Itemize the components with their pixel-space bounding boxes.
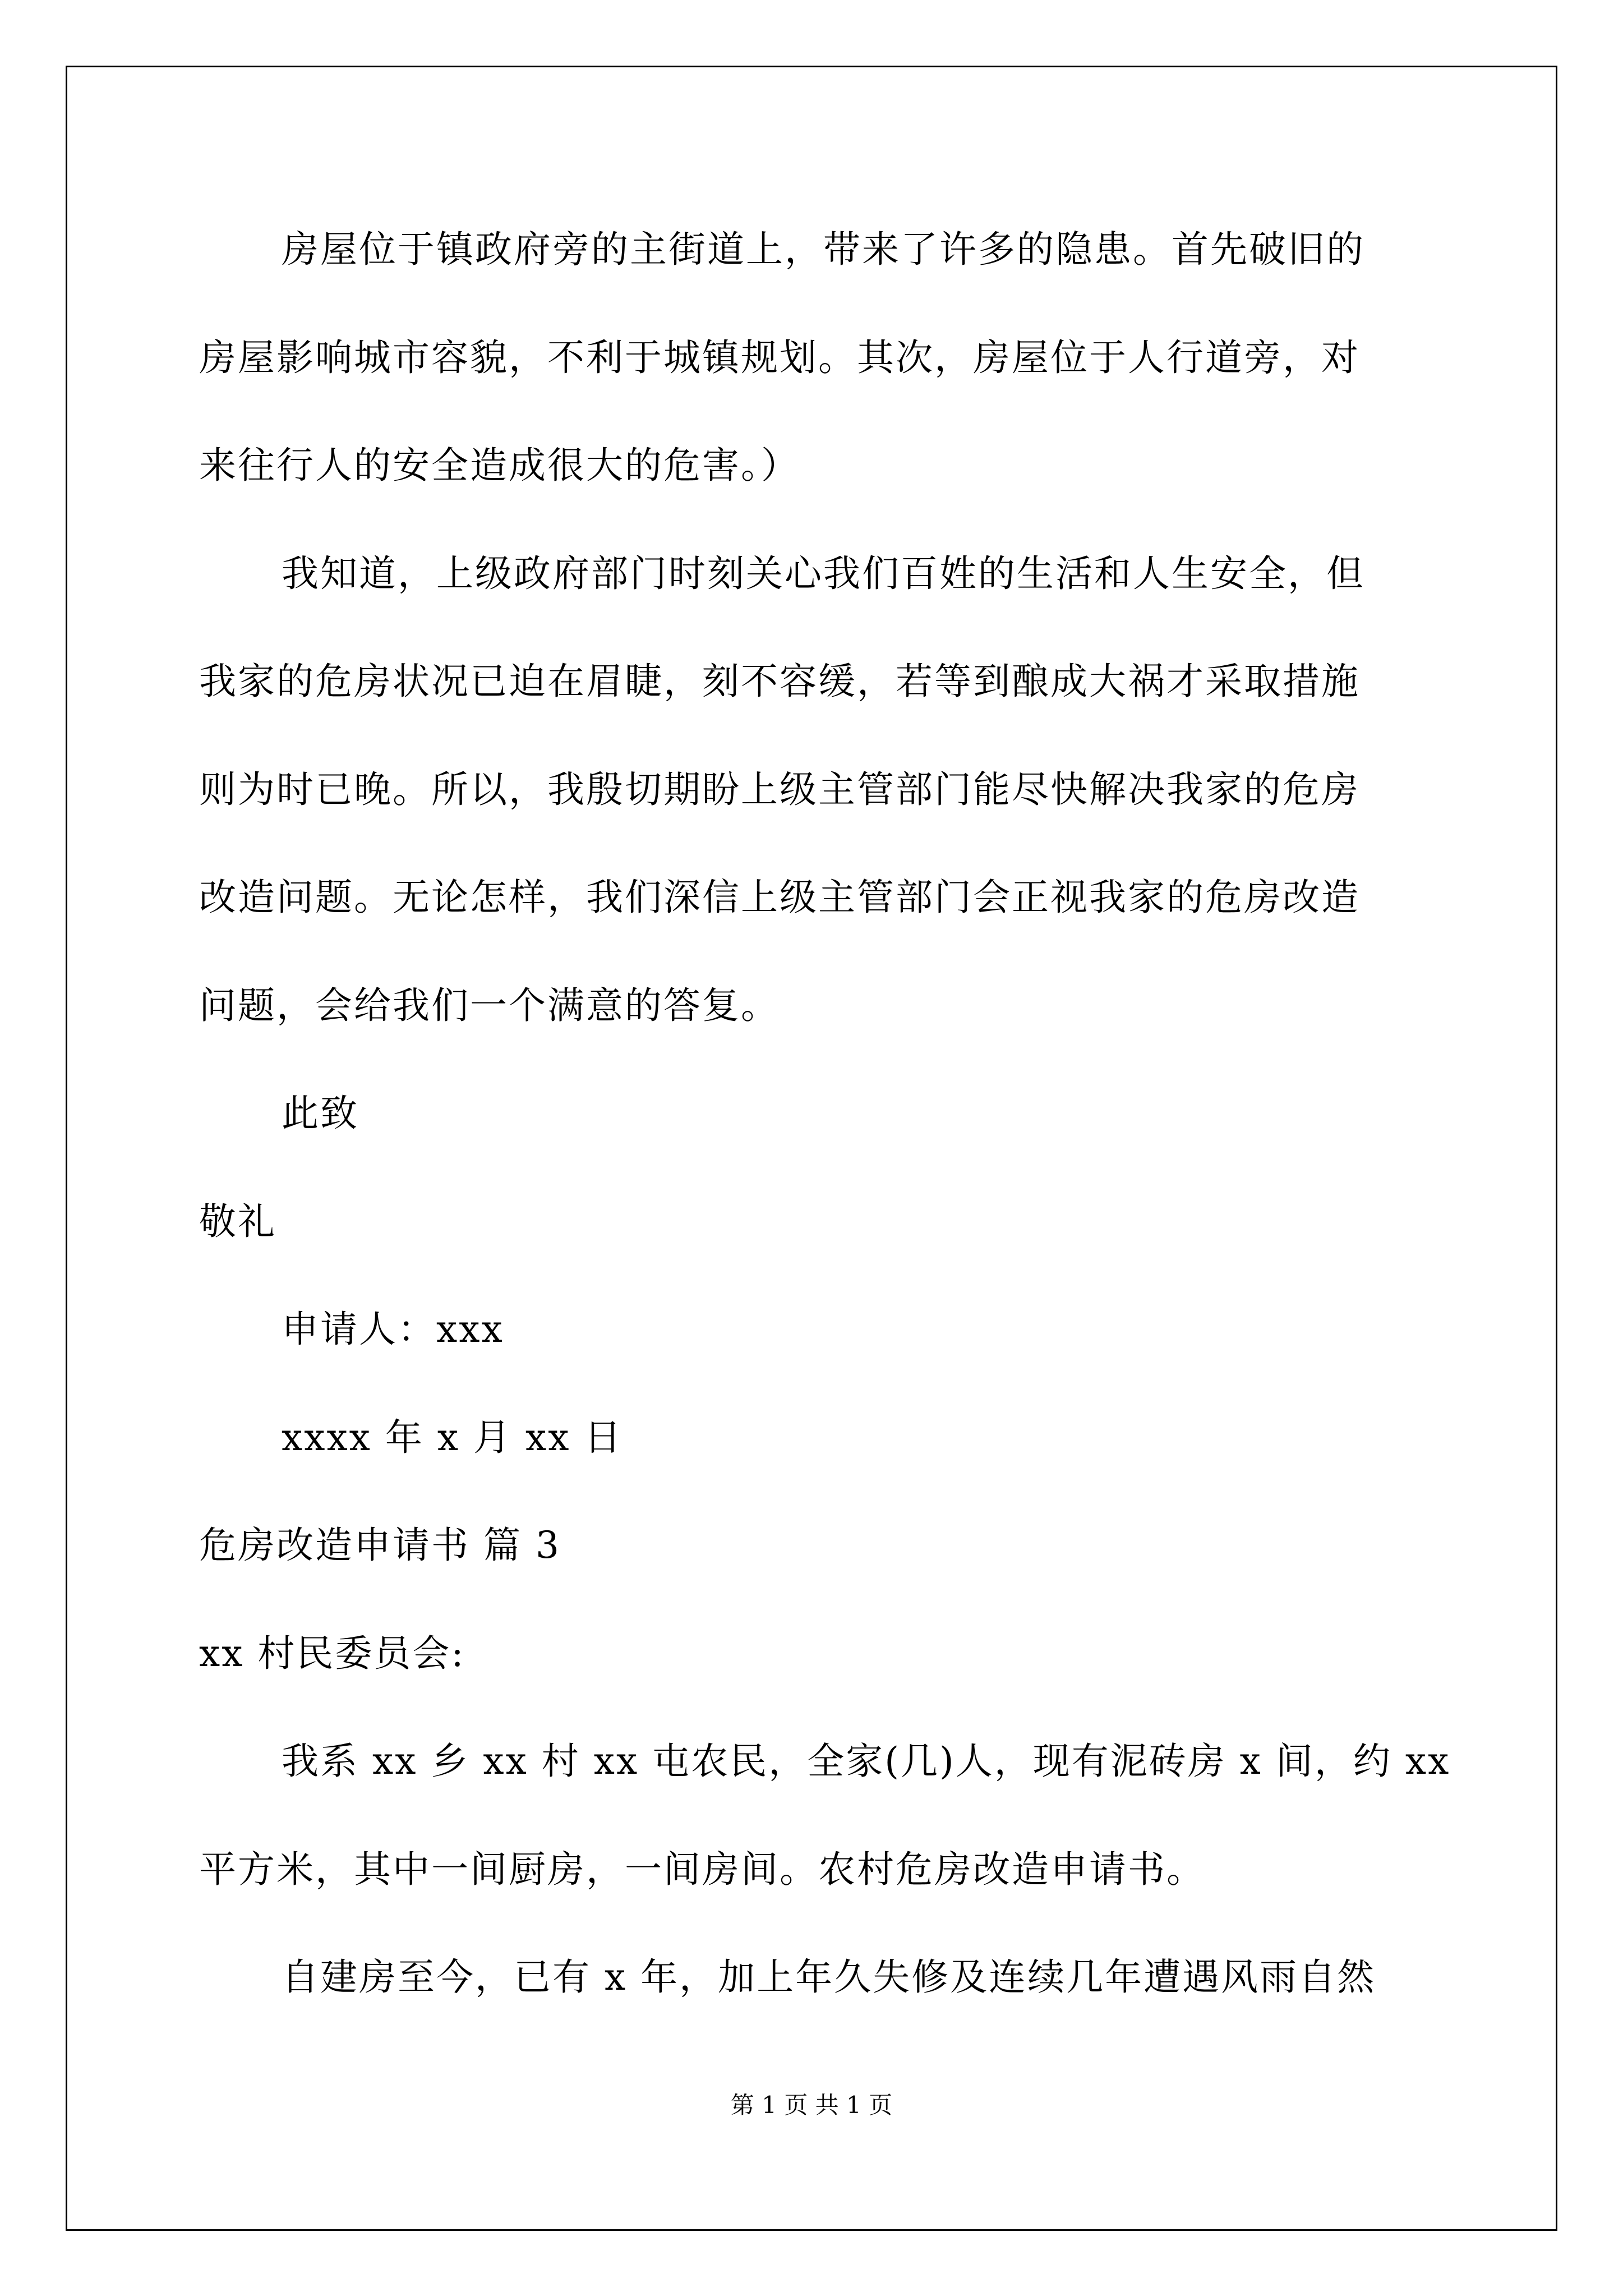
- paragraph-line: 房屋位于镇政府旁的主街道上，带来了许多的隐患。首先破旧的: [282, 228, 1365, 271]
- recipient-line: xx 村民委员会:: [199, 1632, 465, 1675]
- page-border: [66, 66, 1557, 2231]
- paragraph-line: 我系 xx 乡 xx 村 xx 屯农民，全家(几)人，现有泥砖房 x 间，约 xx: [282, 1740, 1451, 1783]
- section-heading: 危房改造申请书 篇 3: [199, 1524, 561, 1567]
- date-line: xxxx 年 x 月 xx 日: [282, 1416, 623, 1459]
- paragraph-line: 自建房至今，已有 x 年，加上年久失修及连续几年遭遇风雨自然: [282, 1955, 1376, 1999]
- paragraph-line: 问题，会给我们一个满意的答复。: [199, 984, 780, 1027]
- page-footer: 第 1 页 共 1 页: [730, 2091, 893, 2119]
- paragraph-line: 平方米，其中一间厨房，一间房间。农村危房改造申请书。: [199, 1848, 1205, 1891]
- applicant-line: 申请人：xxx: [282, 1308, 504, 1351]
- closing-line: 此致: [282, 1092, 359, 1135]
- paragraph-line: 房屋影响城市容貌，不利于城镇规划。其次，房屋位于人行道旁，对: [199, 336, 1360, 379]
- paragraph-line: 则为时已晚。所以，我殷切期盼上级主管部门能尽快解决我家的危房: [199, 768, 1360, 811]
- paragraph-line: 我知道，上级政府部门时刻关心我们百姓的生活和人生安全，但: [282, 552, 1365, 595]
- paragraph-line: 我家的危房状况已迫在眉睫，刻不容缓，若等到酿成大祸才采取措施: [199, 660, 1360, 703]
- paragraph-line: 来往行人的安全造成很大的危害。）: [199, 444, 800, 487]
- salutation-line: 敬礼: [199, 1200, 276, 1243]
- paragraph-line: 改造问题。无论怎样，我们深信上级主管部门会正视我家的危房改造: [199, 876, 1360, 919]
